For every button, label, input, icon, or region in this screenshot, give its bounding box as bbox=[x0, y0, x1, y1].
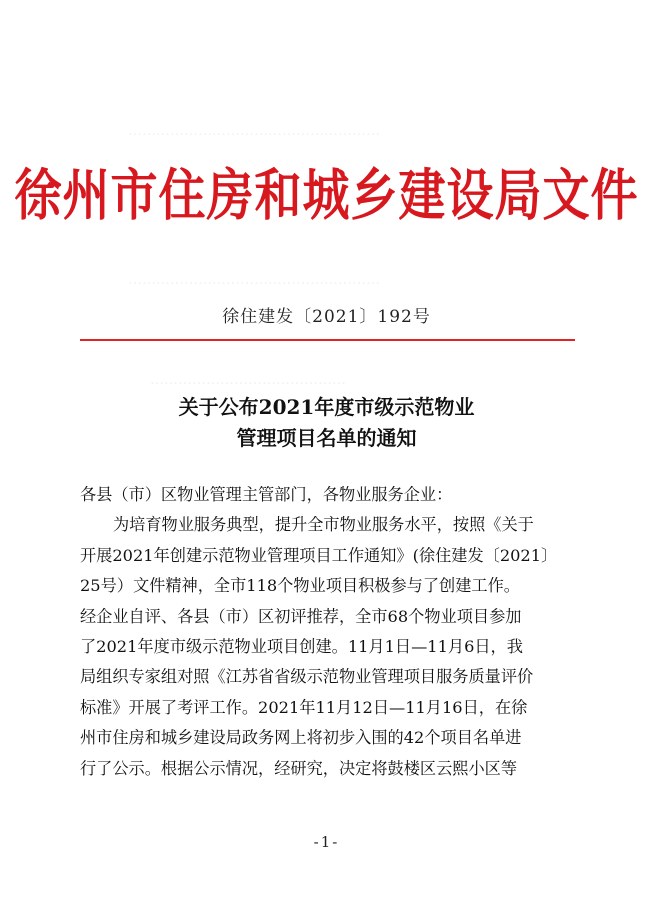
reverse-bleed-through: ……………………………………………… bbox=[128, 272, 380, 288]
page-number: -1- bbox=[313, 833, 340, 851]
salutation: 各县（市）区物业管理主管部门，各物业服务企业： bbox=[80, 485, 453, 504]
body-line: 局组织专家组对照《江苏省省级示范物业管理项目服务质量评价 bbox=[80, 667, 534, 687]
title-line-2: 管理项目名单的通知 bbox=[236, 426, 417, 450]
body-line: 州市住房和城乡建设局政务网上将初步入围的42个项目名单进 bbox=[80, 728, 522, 748]
title-line-1: 关于公布2021年度市级示范物业 bbox=[178, 395, 475, 419]
body-line: 25号）文件精神，全市118个物业项目积极参与了创建工作。 bbox=[80, 576, 520, 596]
body-line: 行了公示。根据公示情况，经研究，决定将鼓楼区云熙小区等 bbox=[80, 758, 518, 778]
body-line: 为培育物业服务典型，提升全市物业服务水平，按照《关于 bbox=[113, 515, 534, 535]
body-line: 开展2021年创建示范物业管理项目工作通知》(徐住建发〔2021〕 bbox=[80, 545, 558, 565]
body-line: 标准》开展了考评工作。2021年11月12日—11月16日，在徐 bbox=[80, 697, 528, 717]
notice-title bbox=[0, 392, 653, 454]
body-line: 了2021年度市级示范物业项目创建。11月1日—11月6日，我 bbox=[80, 637, 523, 657]
reverse-bleed-through: ……………………………………………… bbox=[128, 123, 380, 139]
document-number: 徐住建发〔2021〕192号 bbox=[222, 307, 431, 327]
letterhead: 徐州市住房和城乡建设局文件 bbox=[14, 163, 639, 229]
reverse-bleed-through: …………………………………… bbox=[150, 372, 346, 388]
body-line: 经企业自评、各县（市）区初评推荐，全市68个物业项目参加 bbox=[80, 606, 522, 626]
red-divider bbox=[80, 339, 575, 341]
notice-body bbox=[80, 480, 580, 784]
